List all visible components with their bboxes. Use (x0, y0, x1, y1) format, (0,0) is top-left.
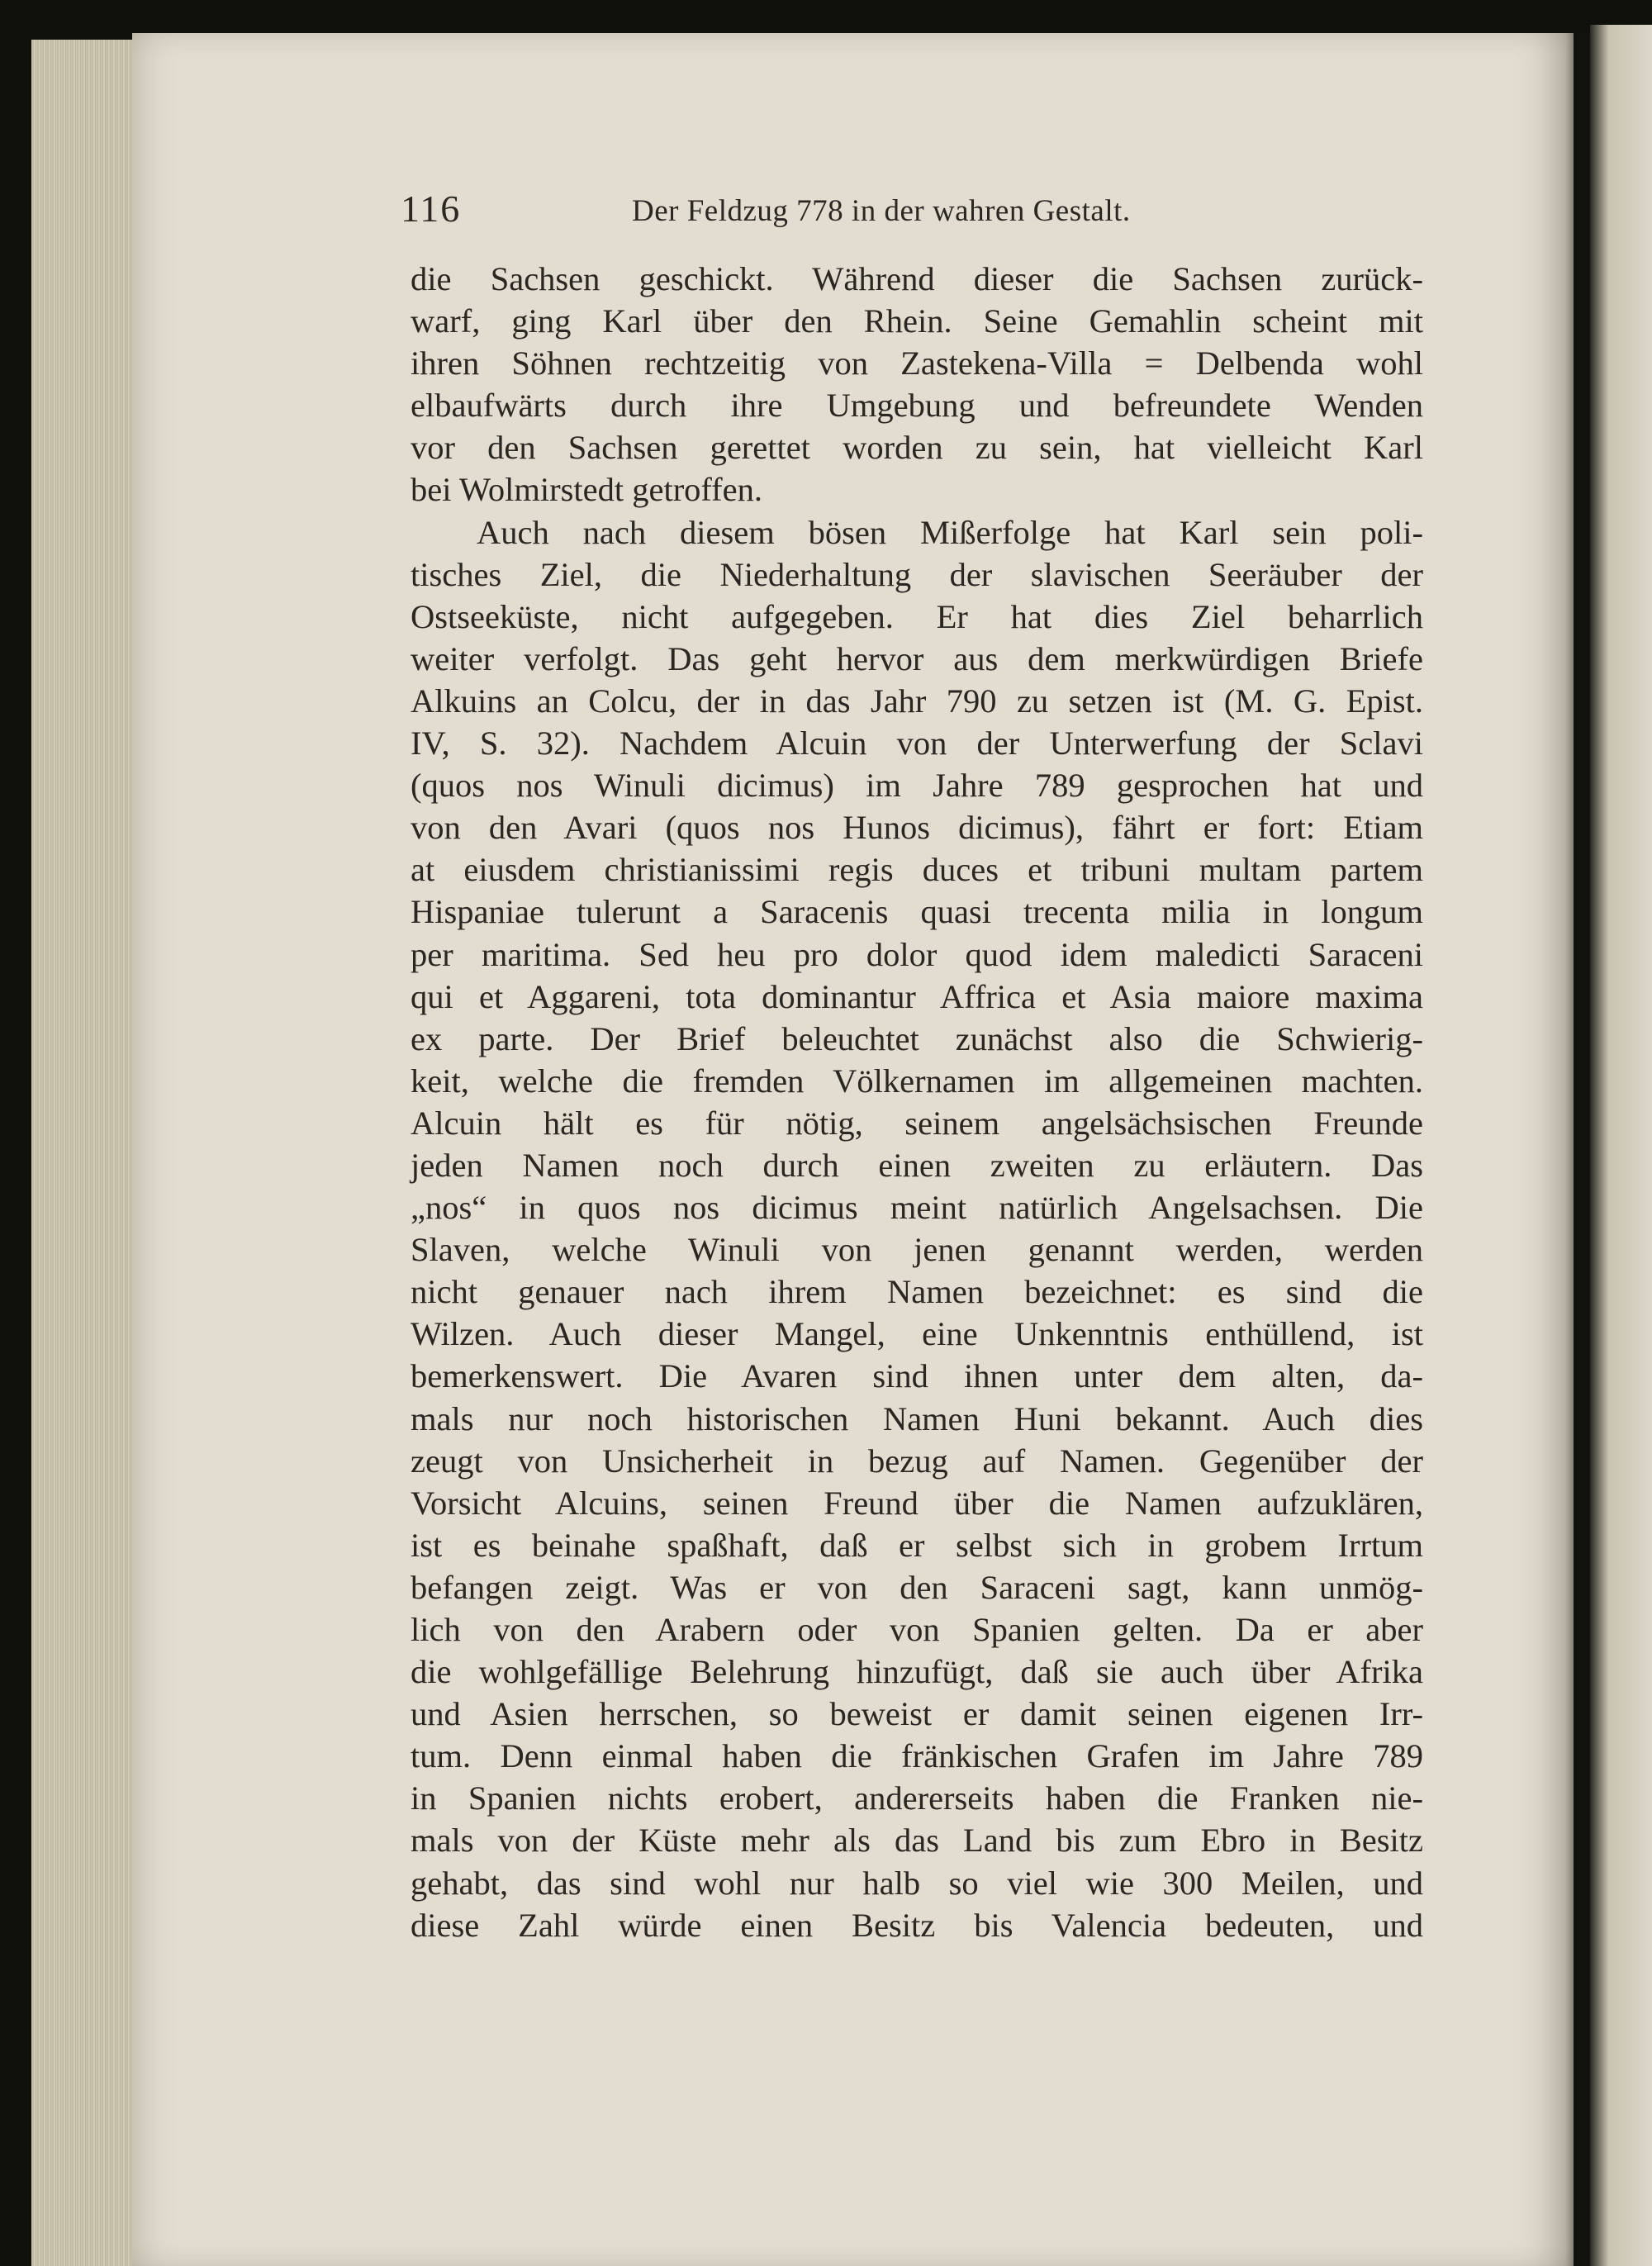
running-header (401, 187, 1433, 236)
body-text (411, 258, 1423, 1946)
facing-page-strip (1590, 25, 1652, 2266)
text-line: ist es beinahe spaßhaft, daß er selbst sich in grobem Irrtum (411, 1526, 1423, 1564)
text-line: gehabt, das sind wohl nur halb so viel wie 300 Meilen, und (411, 1864, 1423, 1902)
text-line: „nos“ in quos nos dicimus meint natürlich Angelsachsen. Die (411, 1189, 1423, 1227)
text-line: Slaven, welche Winuli von jenen genannt werden, werden (411, 1231, 1423, 1269)
text-line: nicht genauer nach ihrem Namen bezeichnet: es sind die (411, 1273, 1423, 1311)
text-line: lich von den Arabern oder von Spanien gelten. Da er aber (411, 1611, 1423, 1648)
text-line: Hispaniae tulerunt a Saracenis quasi trecenta milia in longum (411, 893, 1423, 931)
text-line: bei Wolmirstedt getroffen. (411, 471, 763, 509)
text-line: Ostseeküste, nicht aufgegeben. Er hat dies Ziel beharrlich (411, 597, 1423, 635)
text-line: von den Avari (quos nos Hunos dicimus), fährt er fort: Etiam (411, 809, 1423, 847)
page-number: 116 (401, 188, 462, 230)
text-line: bemerkenswert. Die Avaren sind ihnen unter dem alten, da- (411, 1357, 1423, 1395)
text-line: Alkuins an Colcu, der in das Jahr 790 zu setzen ist (M. G. Epist. (411, 682, 1423, 720)
text-line: tisches Ziel, die Niederhaltung der slavischen Seeräuber der (411, 555, 1423, 593)
text-line: die wohlgefällige Belehrung hinzufügt, daß sie auch über Afrika (411, 1653, 1423, 1691)
page-edges (31, 40, 139, 2266)
text-line: keit, welche die fremden Völkernamen im allgemeinen machten. (411, 1062, 1423, 1100)
text-line: Auch nach diesem bösen Mißerfolge hat Karl sein poli- (477, 513, 1423, 551)
text-line: zeugt von Unsicherheit in bezug auf Namen. Gegenüber der (411, 1442, 1423, 1480)
text-line: mals von der Küste mehr als das Land bis zum Ebro in Besitz (411, 1822, 1423, 1860)
running-title: Der Feldzug 778 in der wahren Gestalt. (632, 194, 1131, 228)
text-line: per maritima. Sed heu pro dolor quod idem maledicti Saraceni (411, 935, 1423, 973)
text-line: die Sachsen geschickt. Während dieser die Sachsen zurück- (411, 260, 1423, 297)
text-line: elbaufwärts durch ihre Umgebung und befreundete Wenden (411, 387, 1423, 425)
text-line: befangen zeigt. Was er von den Saraceni sagt, kann unmög- (411, 1568, 1423, 1606)
text-line: warf, ging Karl über den Rhein. Seine Gemahlin scheint mit (411, 302, 1423, 340)
text-line: Vorsicht Alcuins, seinen Freund über die Namen aufzuklären, (411, 1484, 1423, 1522)
text-line: Alcuin hält es für nötig, seinem angelsächsischen Freunde (411, 1104, 1423, 1142)
text-line: at eiusdem christianissimi regis duces et tribuni multam partem (411, 851, 1423, 889)
text-line: vor den Sachsen gerettet worden zu sein, hat vielleicht Karl (411, 429, 1423, 467)
text-line: tum. Denn einmal haben die fränkischen Grafen im Jahre 789 (411, 1737, 1423, 1775)
text-line: ihren Söhnen rechtzeitig von Zastekena-Villa = Delbenda wohl (411, 344, 1423, 382)
text-line: weiter verfolgt. Das geht hervor aus dem merkwürdigen Briefe (411, 639, 1423, 677)
text-line: jeden Namen noch durch einen zweiten zu erläutern. Das (411, 1146, 1423, 1184)
text-line: und Asien herrschen, so beweist er damit seinen eigenen Irr- (411, 1695, 1423, 1733)
text-line: Wilzen. Auch dieser Mangel, eine Unkenntnis enthüllend, ist (411, 1315, 1423, 1353)
text-line: mals nur noch historischen Namen Huni bekannt. Auch dies (411, 1399, 1423, 1437)
text-line: (quos nos Winuli dicimus) im Jahre 789 gesprochen hat und (411, 767, 1423, 805)
text-line: qui et Aggareni, tota dominantur Affrica et Asia maiore maxima (411, 977, 1423, 1015)
text-line: ex parte. Der Brief beleuchtet zunächst also die Schwierig- (411, 1019, 1423, 1057)
text-line: diese Zahl würde einen Besitz bis Valencia bedeuten, und (411, 1906, 1423, 1944)
text-line: in Spanien nichts erobert, andererseits haben die Franken nie- (411, 1779, 1423, 1817)
text-line: IV, S. 32). Nachdem Alcuin von der Unterwerfung der Sclavi (411, 724, 1423, 762)
